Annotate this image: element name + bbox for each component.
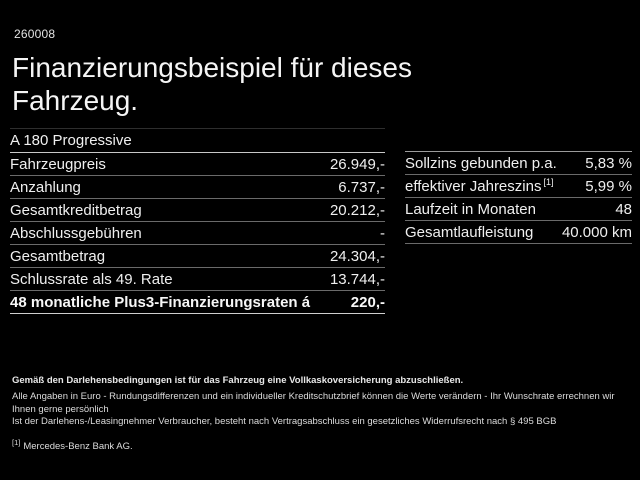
row-label: Gesamtkreditbetrag — [10, 201, 142, 219]
row-label: Schlussrate als 49. Rate — [10, 270, 173, 288]
row-value: 5,83 % — [585, 154, 632, 172]
row-value: 26.949,- — [329, 155, 385, 173]
row-value: 220,- — [350, 293, 385, 311]
row-value: 40.000 km — [561, 223, 632, 241]
table-row — [10, 222, 385, 245]
table-row — [10, 176, 385, 199]
footnote-marker: [1] — [12, 437, 21, 447]
footnote-reference: [1] — [543, 176, 554, 187]
row-label: Gesamtlaufleistung — [405, 223, 534, 241]
table-row — [10, 245, 385, 268]
vehicle-model: A 180 Progressive — [10, 132, 132, 149]
row-label: effektiver Jahreszins [1] — [405, 176, 554, 195]
row-value: 13.744,- — [329, 270, 385, 288]
legal-footer — [12, 375, 628, 452]
row-value: - — [380, 224, 385, 242]
row-label: Anzahlung — [10, 178, 81, 196]
table-row — [10, 153, 385, 176]
row-value: 5,99 % — [585, 177, 632, 195]
row-value: 24.304,- — [329, 247, 385, 265]
table-row — [10, 199, 385, 222]
insurance-requirement-note: Gemäß den Darlehensbedingungen ist für das Fahrzeug eine Vollkaskoversicherung abzuschließen. — [12, 375, 464, 386]
row-label: Gesamtbetrag — [10, 247, 106, 265]
footnote — [12, 438, 628, 452]
vehicle-model-row — [10, 128, 385, 153]
row-label: Fahrzeugpreis — [10, 155, 106, 173]
row-value: 6.737,- — [338, 178, 385, 196]
table-row — [405, 175, 632, 198]
row-label: Sollzins gebunden p.a. — [405, 154, 557, 172]
page-title-line1: Finanzierungsbeispiel für dieses — [12, 52, 412, 83]
table-row — [405, 221, 632, 244]
table-row — [405, 198, 632, 221]
footnote-text: Mercedes-Benz Bank AG. — [23, 440, 133, 452]
row-label: Laufzeit in Monaten — [405, 200, 536, 218]
page-title — [12, 51, 412, 117]
row-value: 20.212,- — [329, 201, 385, 219]
row-label: 48 monatliche Plus3-Finanzierungsraten á — [10, 293, 311, 311]
page-title-line2: Fahrzeug. — [12, 85, 139, 116]
table-row-monthly-rate — [10, 291, 385, 314]
table-row — [10, 268, 385, 291]
offer-code: 260008 — [14, 27, 56, 41]
table-row — [405, 152, 632, 175]
withdrawal-right-line: Ist der Darlehens-/Leasingnehmer Verbraucher, besteht nach Vertragsabschluss ein gesetzliches Widerrufsrecht nach § 495 BGB — [12, 416, 557, 427]
finance-table — [10, 128, 385, 314]
conditions-table — [405, 151, 632, 244]
row-label: Abschlussgebühren — [10, 224, 142, 242]
row-value: 48 — [615, 200, 632, 218]
disclaimer-line: Alle Angaben in Euro - Rundungsdifferenzen und ein individueller Kreditschutzbrief können die Werte verändern - Ihr Wunschrate errechnen wir Ihnen gerne persönlich — [12, 391, 615, 415]
